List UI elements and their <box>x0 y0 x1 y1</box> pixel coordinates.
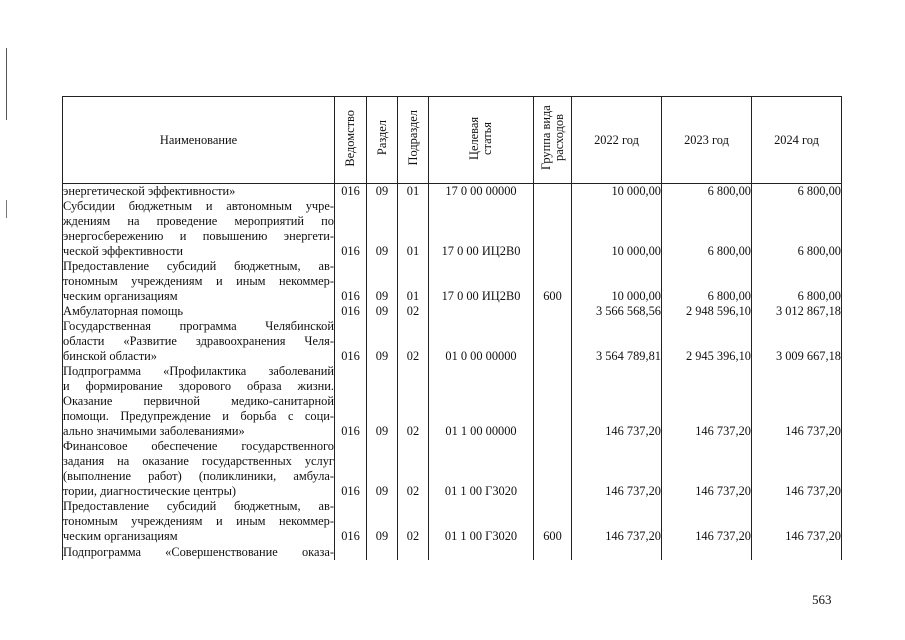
empty-cell <box>367 544 398 560</box>
row-name <box>63 184 335 200</box>
row-amount-2024: 146 737,20 <box>752 499 842 544</box>
row-amount-2022: 3 564 789,81 <box>572 319 662 364</box>
empty-cell <box>335 544 367 560</box>
row-target-article: 01 0 00 00000 <box>429 319 534 364</box>
row-amount-2024: 3 009 667,18 <box>752 319 842 364</box>
row-vedomstvo: 016 <box>335 304 367 319</box>
row-podrazdel: 01 <box>398 184 429 200</box>
row-name-line: ально значимыми заболеваниями» <box>63 424 245 438</box>
row-amount-2022: 3 566 568,56 <box>572 304 662 319</box>
row-name <box>63 304 335 319</box>
row-vedomstvo: 016 <box>335 439 367 499</box>
row-expense-group <box>534 304 572 319</box>
header-name: Наименование <box>63 97 335 184</box>
empty-cell <box>662 544 752 560</box>
row-target-article <box>429 304 534 319</box>
row-amount-2022: 10 000,00 <box>572 259 662 304</box>
row-name-line: помощи. Предупреждение и борьба с соци- <box>63 409 334 423</box>
row-vedomstvo: 016 <box>335 499 367 544</box>
table-row <box>63 184 842 200</box>
row-amount-2024: 6 800,00 <box>752 199 842 259</box>
table-header-row <box>63 97 842 184</box>
header-podrazdel: Подраздел <box>398 97 429 184</box>
row-name-line: задания на оказание государственных услуг <box>63 454 334 468</box>
row-name-line: Государственная программа Челябинской <box>63 319 334 333</box>
row-razdel: 09 <box>367 304 398 319</box>
row-podrazdel: 02 <box>398 319 429 364</box>
row-vedomstvo: 016 <box>335 319 367 364</box>
row-target-article: 01 1 00 00000 <box>429 364 534 439</box>
row-expense-group <box>534 439 572 499</box>
row-name <box>63 199 335 259</box>
row-amount-2022: 10 000,00 <box>572 184 662 200</box>
row-expense-group <box>534 184 572 200</box>
row-name-line: ческой эффективности <box>63 244 184 258</box>
row-podrazdel: 01 <box>398 199 429 259</box>
row-podrazdel: 02 <box>398 439 429 499</box>
row-expense-group <box>534 364 572 439</box>
row-amount-2023: 6 800,00 <box>662 184 752 200</box>
row-amount-2023: 2 948 596,10 <box>662 304 752 319</box>
row-name-line: ждениям на проведение мероприятий по <box>63 214 334 228</box>
header-group: Группа вида расходов <box>534 97 572 184</box>
row-amount-2024: 146 737,20 <box>752 439 842 499</box>
row-name-line: Подпрограмма «Профилактика заболеваний <box>63 364 334 378</box>
row-target-article: 17 0 00 00000 <box>429 184 534 200</box>
row-name <box>63 364 335 439</box>
header-target: Целевая статья <box>429 97 534 184</box>
row-name-line: энергосбережению и повышению энергети- <box>63 229 334 243</box>
row-vedomstvo: 016 <box>335 184 367 200</box>
row-name-line: области «Развитие здравоохранения Челя- <box>63 334 334 348</box>
row-podrazdel: 02 <box>398 304 429 319</box>
row-expense-group <box>534 319 572 364</box>
header-2023: 2023 год <box>662 97 752 184</box>
row-name-line: и формирование здорового образа жизни. <box>63 379 334 393</box>
row-razdel: 09 <box>367 184 398 200</box>
row-name-line: Финансовое обеспечение государственного <box>63 439 334 453</box>
table-row <box>63 364 842 439</box>
empty-cell <box>752 544 842 560</box>
row-name-line: (выполнение работ) (поликлиники, амбула- <box>63 469 334 483</box>
row-razdel: 09 <box>367 319 398 364</box>
row-name <box>63 319 335 364</box>
page-number: 563 <box>812 592 832 607</box>
scan-edge-mark <box>6 48 7 120</box>
row-razdel: 09 <box>367 259 398 304</box>
row-name-line: ческим организациям <box>63 529 178 543</box>
row-razdel: 09 <box>367 199 398 259</box>
row-razdel: 09 <box>367 499 398 544</box>
budget-table <box>62 96 842 560</box>
row-amount-2023: 2 945 396,10 <box>662 319 752 364</box>
row-vedomstvo: 016 <box>335 364 367 439</box>
header-vedomstvo: Ведомство <box>335 97 367 184</box>
row-target-article: 01 1 00 Г3020 <box>429 499 534 544</box>
row-name-line: ческим организациям <box>63 289 178 303</box>
table-row <box>63 304 842 319</box>
row-name-line: Субсидии бюджетным и автономным учре- <box>63 199 334 213</box>
row-amount-2022: 146 737,20 <box>572 439 662 499</box>
row-amount-2023: 146 737,20 <box>662 364 752 439</box>
table-row <box>63 319 842 364</box>
row-name-line: Подпрограмма «Совершенствование оказа- <box>63 545 334 559</box>
row-amount-2024: 146 737,20 <box>752 364 842 439</box>
row-name-line: Оказание первичной медико-санитарной <box>63 394 334 408</box>
row-name <box>63 499 335 544</box>
header-2024: 2024 год <box>752 97 842 184</box>
row-amount-2022: 146 737,20 <box>572 499 662 544</box>
row-name <box>63 439 335 499</box>
empty-cell <box>429 544 534 560</box>
row-razdel: 09 <box>367 364 398 439</box>
empty-cell <box>572 544 662 560</box>
row-vedomstvo: 016 <box>335 259 367 304</box>
row-name-line: бинской области» <box>63 349 157 363</box>
header-2022: 2022 год <box>572 97 662 184</box>
row-amount-2022: 10 000,00 <box>572 199 662 259</box>
row-expense-group <box>534 199 572 259</box>
row-name-line: Амбулаторная помощь <box>63 304 184 318</box>
scan-edge-mark <box>6 200 7 218</box>
row-name-line: тории, диагностические центры) <box>63 484 237 498</box>
row-target-article: 17 0 00 ИЦ2В0 <box>429 199 534 259</box>
row-name <box>63 259 335 304</box>
row-amount-2023: 6 800,00 <box>662 199 752 259</box>
row-amount-2023: 6 800,00 <box>662 259 752 304</box>
row-amount-2024: 6 800,00 <box>752 259 842 304</box>
row-target-article: 17 0 00 ИЦ2В0 <box>429 259 534 304</box>
row-name-line: Предоставление субсидий бюджетным, ав- <box>63 259 334 273</box>
row-amount-2022: 146 737,20 <box>572 364 662 439</box>
row-expense-group: 600 <box>534 259 572 304</box>
row-amount-2024: 3 012 867,18 <box>752 304 842 319</box>
row-name <box>63 544 335 560</box>
row-name-line: Предоставление субсидий бюджетным, ав- <box>63 499 334 513</box>
table-row <box>63 199 842 259</box>
row-podrazdel: 01 <box>398 259 429 304</box>
row-name-line: тономным учреждениям и иным некоммер- <box>63 274 334 288</box>
empty-cell <box>534 544 572 560</box>
row-target-article: 01 1 00 Г3020 <box>429 439 534 499</box>
row-vedomstvo: 016 <box>335 199 367 259</box>
row-amount-2023: 146 737,20 <box>662 439 752 499</box>
table-row <box>63 259 842 304</box>
table-row <box>63 499 842 544</box>
empty-cell <box>398 544 429 560</box>
header-razdel: Раздел <box>367 97 398 184</box>
row-expense-group: 600 <box>534 499 572 544</box>
table-row-continued <box>63 544 842 560</box>
row-podrazdel: 02 <box>398 499 429 544</box>
row-name-line: тономным учреждениям и иным некоммер- <box>63 514 334 528</box>
table-row <box>63 439 842 499</box>
row-amount-2023: 146 737,20 <box>662 499 752 544</box>
row-podrazdel: 02 <box>398 364 429 439</box>
row-name-line: энергетической эффективности» <box>63 184 236 198</box>
row-amount-2024: 6 800,00 <box>752 184 842 200</box>
row-razdel: 09 <box>367 439 398 499</box>
